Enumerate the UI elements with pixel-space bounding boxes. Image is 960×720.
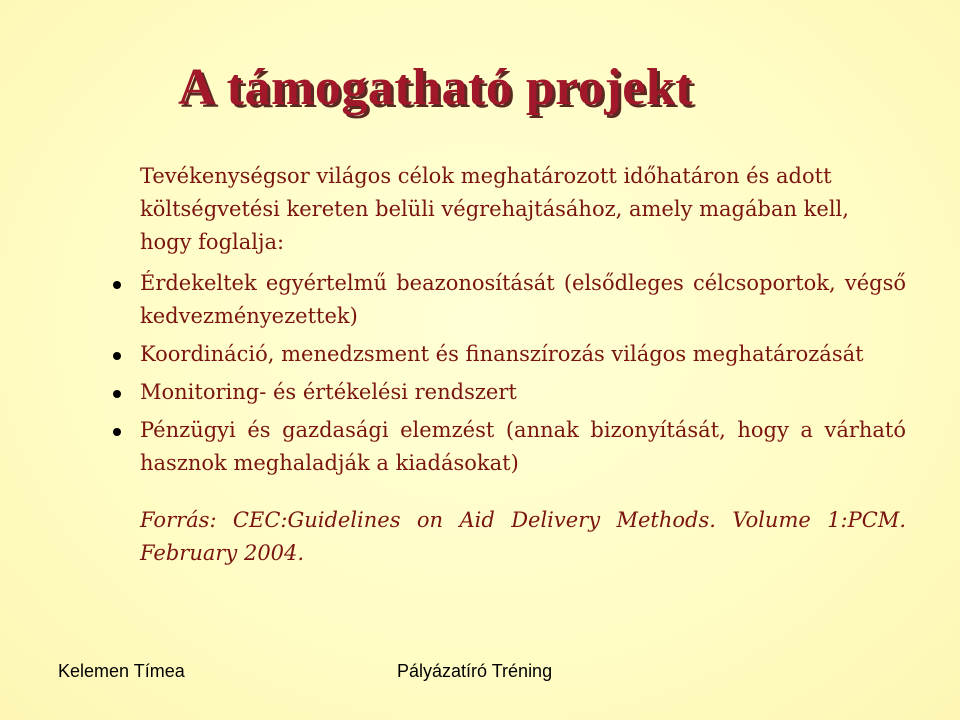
footer-course: Pályázatíró Tréning — [397, 661, 553, 681]
bullet-item — [140, 338, 906, 371]
bullet-dot-icon — [113, 352, 121, 360]
bullet-item — [140, 267, 906, 333]
slide-body — [140, 160, 906, 570]
bullet-dot-icon — [113, 390, 121, 398]
bullet-item — [140, 376, 906, 409]
footer-author: Kelemen Tímea — [58, 661, 185, 681]
bullet-text: Monitoring- és értékelési rendszert — [140, 380, 517, 404]
bullet-text: Koordináció, menedzsment és finanszírozás világos meghatározását — [140, 342, 864, 366]
bullet-list — [140, 267, 906, 480]
bullet-text: Érdekeltek egyértelmű beazonosítását (elsődleges célcsoportok, végső kedvezményezettek) — [140, 271, 906, 328]
bullet-dot-icon — [113, 428, 121, 436]
source-citation: Forrás: CEC:Guidelines on Aid Delivery Methods. Volume 1:PCM. February 2004. — [140, 508, 906, 565]
slide-title: A támogatható projekt — [178, 59, 694, 116]
intro-text: Tevékenységsor világos célok meghatározott időhatáron és adott költségvetési kereten belüli végrehajtásához, amely magában kell, hogy foglalja: — [140, 164, 849, 254]
bullet-item — [140, 414, 906, 480]
bullet-dot-icon — [113, 281, 121, 289]
bullet-text: Pénzügyi és gazdasági elemzést (annak bizonyítását, hogy a várható hasznok meghaladják a kiadásokat) — [140, 418, 906, 475]
